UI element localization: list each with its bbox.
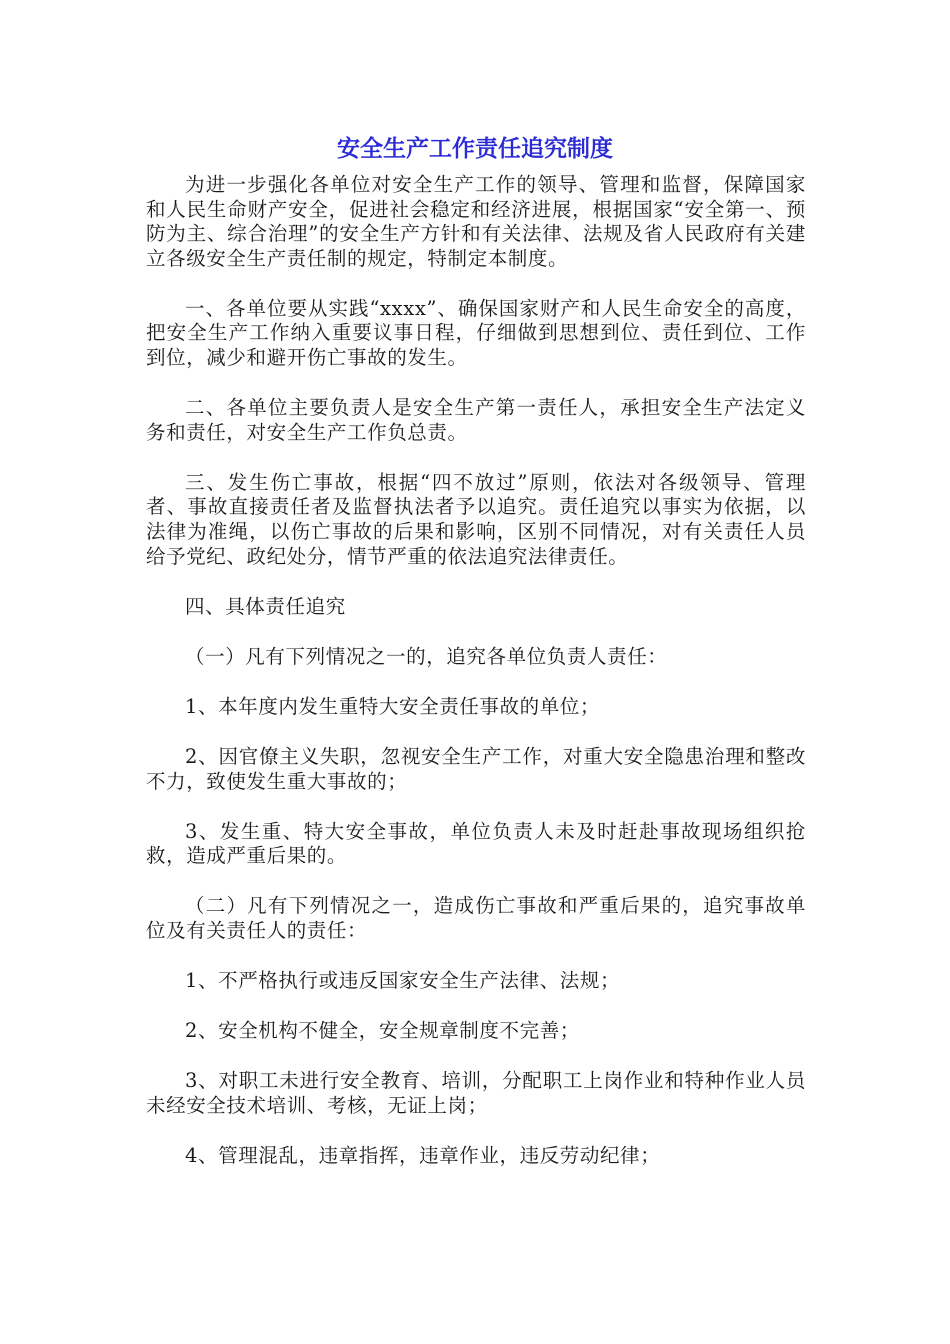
subsection-2-item-2: 2、安全机构不健全，安全规章制度不完善； xyxy=(185,1019,580,1043)
subsection-2-heading: （二）凡有下列情况之一，造成伤亡事故和严重后果的，追究事故单位及有关责任人的责任： xyxy=(146,894,806,942)
subsection-1-item-2: 2、因官僚主义失职，忽视安全生产工作，对重大安全隐患治理和整改不力，致使发生重大事故的； xyxy=(146,745,806,793)
document-body xyxy=(146,173,806,1169)
subsection-1-heading: （一）凡有下列情况之一的，追究各单位负责人责任： xyxy=(185,644,668,668)
subsection-2-item-3: 3、对职工未进行安全教育、培训，分配职工上岗作业和特种作业人员未经安全技术培训、考核，无证上岗； xyxy=(146,1069,806,1117)
subsection-1-item-1: 1、本年度内发生重特大安全责任事故的单位； xyxy=(185,694,601,718)
subsection-2-item-1: 1、不严格执行或违反国家安全生产法律、法规； xyxy=(185,969,621,993)
document-title: 安全生产工作责任追究制度 xyxy=(337,136,613,162)
clause-3-paragraph: 三、发生伤亡事故，根据“四不放过”原则，依法对各级领导、管理者、事故直接责任者及监督执法者予以追究。责任追究以事实为依据，以法律为准绳，以伤亡事故的后果和影响，区别不同情况，对有关责任人员给予党纪、政纪处分，情节严重的依法追究法律责任。 xyxy=(146,470,806,568)
intro-paragraph: 为进一步强化各单位对安全生产工作的领导、管理和监督，保障国家和人民生命财产安全，促进社会稳定和经济进展，根据国家“安全第一、预防为主、综合治理”的安全生产方针和有关法律、法规及省人民政府有关建立各级安全生产责任制的规定，特制定本制度。 xyxy=(146,173,806,270)
subsection-2-item-4: 4、管理混乱，违章指挥，违章作业，违反劳动纪律； xyxy=(185,1143,661,1167)
clause-4-heading: 四、具体责任追究 xyxy=(185,594,346,618)
clause-2-paragraph: 二、各单位主要负责人是安全生产第一责任人，承担安全生产法定义务和责任，对安全生产工作负总责。 xyxy=(146,396,806,444)
subsection-1-item-3: 3、发生重、特大安全事故，单位负责人未及时赶赴事故现场组织抢救，造成严重后果的。 xyxy=(146,819,806,868)
clause-1-paragraph: 一、各单位要从实践“xxxx”、确保国家财产和人民生命安全的高度，把安全生产工作纳入重要议事日程，仔细做到思想到位、责任到位、工作到位，减少和避开伤亡事故的发生。 xyxy=(146,296,806,370)
